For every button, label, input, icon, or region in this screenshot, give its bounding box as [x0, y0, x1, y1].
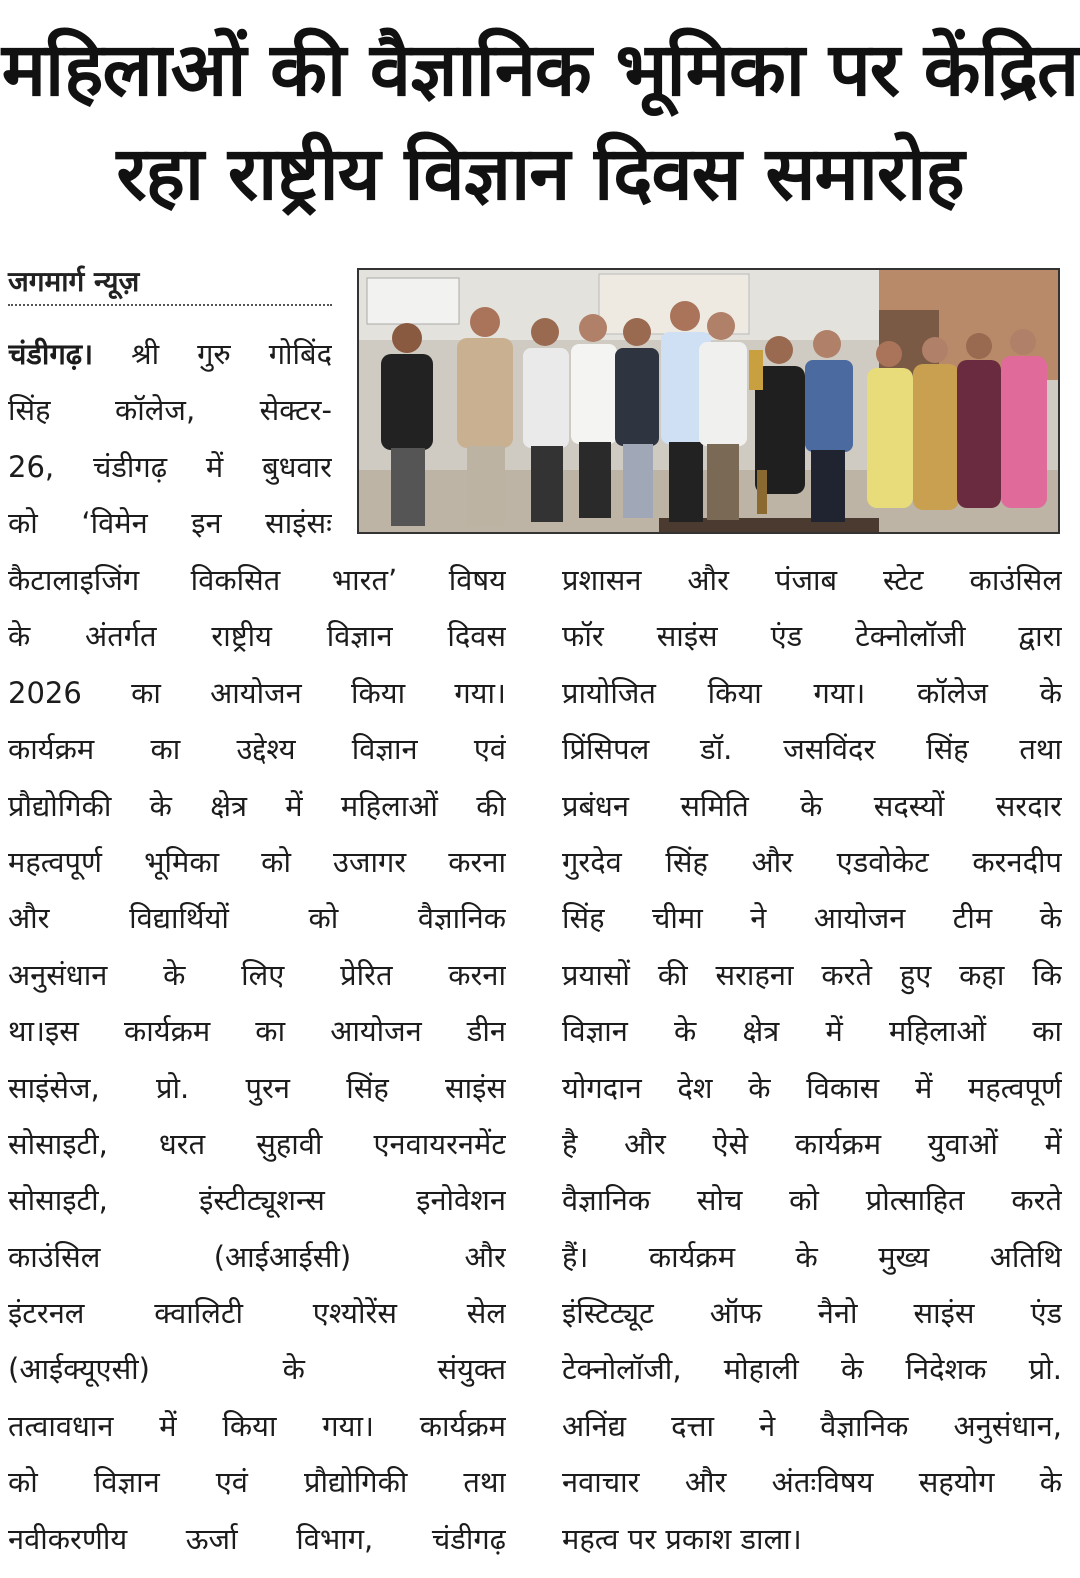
text-line: 2026 का आयोजन किया गया।	[8, 675, 506, 710]
text-line: योगदान देश के विकास में महत्वपूर्ण	[562, 1070, 1062, 1105]
text-line: नवीकरणीय ऊर्जा विभाग, चंडीगढ़	[8, 1521, 506, 1556]
text-line: सिंह चीमा ने आयोजन टीम के	[562, 901, 1062, 936]
text-line: साइंसेज, प्रो. पुरन सिंह साइंस	[8, 1070, 506, 1105]
intro-line: 26, चंडीगढ़ में बुधवार	[8, 449, 332, 484]
text-line: तत्वावधान में किया गया। कार्यक्रम	[8, 1408, 506, 1443]
text-line: प्रशासन और पंजाब स्टेट काउंसिल	[562, 563, 1062, 597]
text-line: वैज्ञानिक सोच को प्रोत्साहित करते	[562, 1183, 1062, 1218]
text-line: काउंसिल (आईआईसी) और	[8, 1239, 506, 1274]
text-line: सोसाइटी, धरत सुहावी एनवायरनमेंट	[8, 1126, 506, 1161]
text-line: प्रबंधन समिति के सदस्यों सरदार	[562, 788, 1062, 823]
intro-line: को ‘विमेन इन साइंसः	[8, 506, 332, 541]
headline-line-1: महिलाओं की वैज्ञानिक भूमिका पर केंद्रित	[1, 27, 1079, 113]
byline: जगमार्ग न्यूज़	[8, 262, 332, 306]
text-line: कैटालाइजिंग विकसित भारत’ विषय	[8, 563, 506, 597]
text-line: इंस्टिट्यूट ऑफ नैनो साइंस एंड	[562, 1296, 1062, 1331]
text-line: महत्व पर प्रकाश डाला।	[562, 1521, 802, 1556]
text-line: प्रौद्योगिकी के क्षेत्र में महिलाओं की	[8, 788, 506, 823]
text-line: इंटरनल क्वालिटी एश्योरेंस सेल	[8, 1296, 506, 1331]
text-line: नवाचार और अंतःविषय सहयोग के	[562, 1465, 1062, 1500]
text-line: प्रिंसिपल डॉ. जसविंदर सिंह तथा	[562, 732, 1062, 767]
text-line: (आईक्यूएसी) के संयुक्त	[8, 1352, 506, 1387]
text-line: के अंतर्गत राष्ट्रीय विज्ञान दिवस	[8, 619, 506, 654]
text-line: है और ऐसे कार्यक्रम युवाओं में	[562, 1126, 1062, 1161]
text-line: विज्ञान के क्षेत्र में महिलाओं का	[562, 1014, 1062, 1049]
text-line: टेक्नोलॉजी, मोहाली के निदेशक प्रो.	[562, 1352, 1062, 1387]
text-line: प्रायोजित किया गया। कॉलेज के	[562, 675, 1062, 710]
intro-line: श्री गुरु गोबिंद	[131, 337, 332, 371]
headline-line-2: रहा राष्ट्रीय विज्ञान दिवस समारोह	[116, 131, 964, 217]
dateline: चंडीगढ़।	[8, 337, 94, 371]
headline	[0, 18, 1080, 226]
column-left	[8, 552, 506, 1567]
column-right	[562, 552, 1062, 1567]
text-line: सोसाइटी, इंस्टीट्यूशन्स इनोवेशन	[8, 1183, 506, 1218]
text-line: हैं। कार्यक्रम के मुख्य अतिथि	[562, 1239, 1062, 1274]
text-line: गुरदेव सिंह और एडवोकेट करनदीप	[562, 844, 1062, 879]
group-photo-illustration	[359, 270, 1060, 534]
text-line: को विज्ञान एवं प्रौद्योगिकी तथा	[8, 1465, 506, 1500]
text-line: महत्वपूर्ण भूमिका को उजागर करना	[8, 844, 506, 879]
text-line: फॉर साइंस एंड टेक्नोलॉजी द्वारा	[562, 619, 1062, 654]
text-line: और विद्यार्थियों को वैज्ञानिक	[8, 901, 506, 936]
intro-paragraph	[8, 326, 332, 552]
text-line: अनिंद्य दत्ता ने वैज्ञानिक अनुसंधान,	[562, 1408, 1062, 1443]
intro-line: सिंह कॉलेज, सेक्टर-	[8, 393, 332, 428]
text-line: कार्यक्रम का उद्देश्य विज्ञान एवं	[8, 732, 506, 767]
event-photo	[357, 268, 1060, 534]
text-line: अनुसंधान के लिए प्रेरित करना	[8, 957, 506, 992]
text-line: था।इस कार्यक्रम का आयोजन डीन	[8, 1014, 506, 1049]
text-line: प्रयासों की सराहना करते हुए कहा कि	[562, 957, 1062, 992]
